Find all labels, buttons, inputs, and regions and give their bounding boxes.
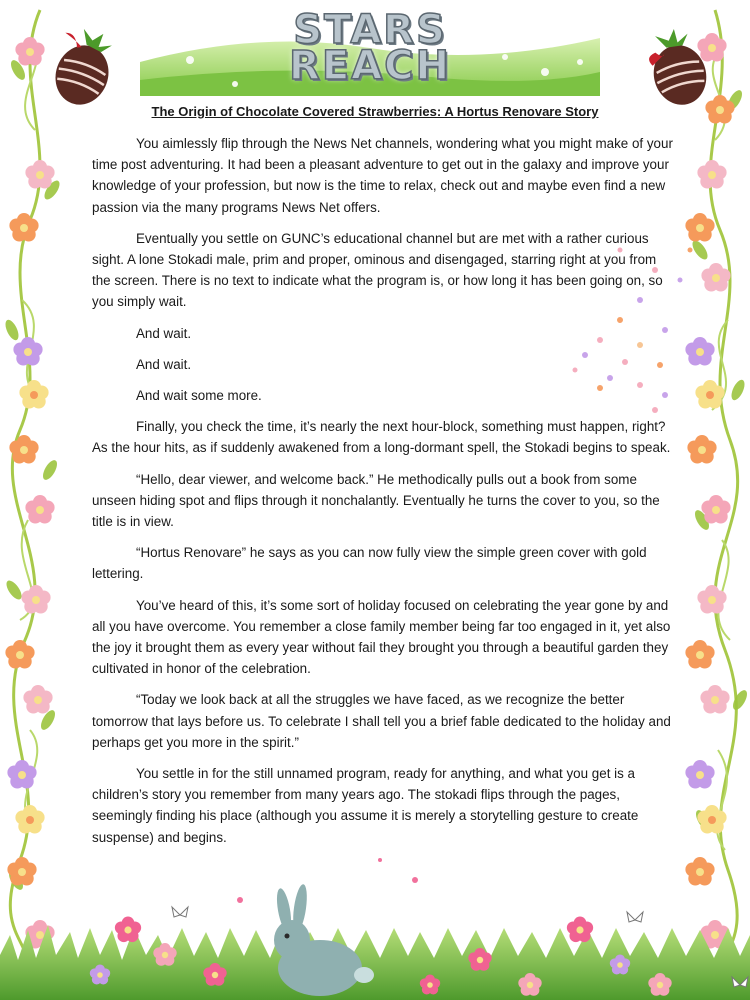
logo-line-stars: STARS <box>293 7 447 53</box>
story-body <box>92 133 674 858</box>
right-flowers <box>685 33 734 949</box>
story-paragraph: Finally, you check the time, it’s nearly the next hour-block, something must happen, right? As the hour hits, as if suddenly awakened from a long-dormant spell, the Stokadi begins to speak. <box>92 419 671 456</box>
rabbit <box>274 883 374 996</box>
logo-line-reach: REACH <box>289 43 451 89</box>
story-paragraph: Eventually you settle on GUNC’s educational channel but are met with a rather curious sight. A lone Stokadi male, prim and proper, ominous and disengaged, starring right at you from the screen. There is no text to indicate what the program is, or how long it has been going on, so you simply wait. <box>92 230 663 310</box>
story-paragraph: And wait. <box>136 325 192 341</box>
strawberry-right <box>643 24 713 111</box>
left-flowers <box>5 37 54 949</box>
story-paragraph: And wait. <box>136 356 192 372</box>
document-title: The Origin of Chocolate Covered Strawberries: A Hortus Renovare Story <box>151 104 599 119</box>
story-paragraph: “Today we look back at all the struggles we have faced, as we recognize the better tomorrow that lays before us. To celebrate I shall tell you a brief fable dedicated to the holiday and perhaps get you more in the spirit.” <box>92 692 671 750</box>
story-paragraph: You aimlessly flip through the News Net channels, wondering what you might make of your time post adventuring. It had been a pleasant adventure to get out in the galaxy and improve your knowledge of your profession, but now is the time to relax, check out and maybe even find a new passion via the many programs News Net offers. <box>92 136 673 215</box>
story-paragraph: You settle in for the still unnamed program, ready for anything, and what you get is a children’s story you remember from many years ago. The stokadi flips through the pages, seemingly finding his place (although you assume it is merely a storytelling gesture to create suspense) and begins. <box>92 766 639 845</box>
story-paragraph: “Hortus Renovare” he says as you can now fully view the simple green cover with gold lettering. <box>92 545 647 582</box>
story-paragraph: And wait some more. <box>136 388 262 404</box>
bottom-grass <box>0 925 750 1000</box>
story-paragraph: You’ve heard of this, it’s some sort of holiday focused on celebrating the year gone by and all you have overcome. You remember a close family member being far too engaged in it, yet also the joy it brought them as every year without fail they brought you through a beautiful garden they cultivated in honor of the celebration. <box>92 597 671 677</box>
strawberry-left <box>44 22 123 113</box>
header-banner <box>140 2 600 96</box>
story-paragraph: “Hello, dear viewer, and welcome back.” He methodically pulls out a book from some unseen hiding spot and flips through it nonchalantly. Eventually he turns the cover to you, so the title is in view. <box>92 471 660 530</box>
